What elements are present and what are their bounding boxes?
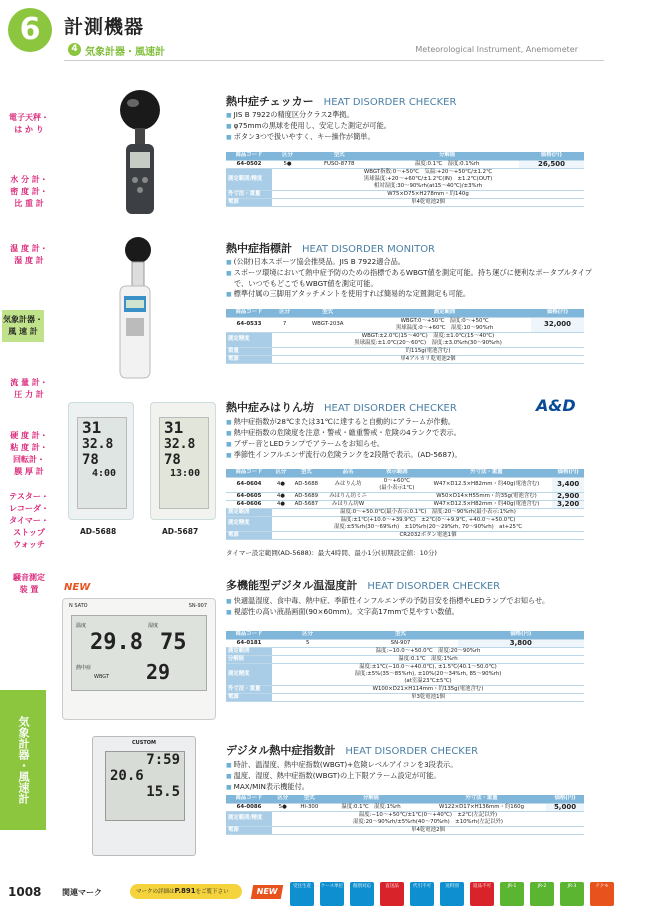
table-cell: みはりん坊W xyxy=(323,500,373,508)
table-cell: 64-0181 xyxy=(226,639,272,647)
spec-row xyxy=(226,516,584,531)
spec-row xyxy=(226,693,584,701)
table-cell: 64-0604 xyxy=(226,477,272,492)
spec-value: W75×D75×H278mm・約140g xyxy=(272,190,584,198)
new-mark-icon: NEW xyxy=(251,885,283,899)
table-cell: 5● xyxy=(272,803,293,811)
spec-row xyxy=(226,655,584,663)
table-cell: WBGT:0〜+50℃ 湿度:0〜+50℃ 黒球温度:0〜+60℃ 湿度:10〜90%rh xyxy=(358,317,531,332)
table-header-cell: 区分 xyxy=(272,469,290,477)
table-header-row xyxy=(226,631,584,639)
table-header-cell: 区分 xyxy=(272,309,297,317)
table-header-cell: 区分 xyxy=(272,152,303,160)
product-title: 熱中症みはりん坊 HEAT DISORDER CHECKER xyxy=(226,401,457,414)
side-tab-hardness[interactable]: 硬 度 計・ 粘 度 計・ 回転計・ 膜 厚 計 xyxy=(10,431,48,476)
table-cell: WBGT-203A xyxy=(297,317,358,332)
lcd-humidity: 75 xyxy=(160,630,187,655)
spec-row xyxy=(226,826,584,834)
bullet-item: ■ 快適温湿度、食中毒、熱中症、季節性インフルエンザの予防目安を指標やLEDランプでお知らせ。 xyxy=(226,596,596,607)
table-cell: 32,000 xyxy=(531,317,584,332)
mark-icon: JR-1 xyxy=(500,882,524,906)
lcd-label: 温度 xyxy=(76,623,87,629)
mark-icon: テクモ xyxy=(590,882,614,906)
lcd-value: 78 xyxy=(164,452,181,468)
side-tab-scale[interactable]: 電子天秤・ は か り xyxy=(9,113,49,134)
table-header-cell: 商品コード xyxy=(226,631,272,639)
mark-icon: 代引不可 xyxy=(410,882,434,906)
side-vertical-label: 気象計器・風速計 xyxy=(0,690,46,830)
spec-label: 測定精度 xyxy=(226,332,272,347)
bullet-item: ■ 季節性インフルエンザ流行の危険ランクを2段階で表示。(AD-5687)。 xyxy=(226,450,596,461)
bullet-item: ■ 温度、湿度、熱中症指数(WBGT)の上下限アラーム設定が可能。 xyxy=(226,771,596,782)
spec-row xyxy=(226,531,584,539)
chapter-number-badge: 6 xyxy=(8,8,52,52)
mark-icon: JR-2 xyxy=(530,882,554,906)
spec-label: 電源 xyxy=(226,355,272,363)
spec-row xyxy=(226,508,584,516)
product-bullets xyxy=(226,110,596,143)
table-header-cell: 表示範囲 xyxy=(373,469,420,477)
spec-row xyxy=(226,685,584,693)
chapter-title: 計測機器 xyxy=(64,16,145,38)
table-header-cell: 価格(円) xyxy=(546,795,584,803)
lcd-value: 31 xyxy=(164,418,184,437)
bullet-item: ■ MAX/MIN表示機能付。 xyxy=(226,782,596,793)
lcd-value: 78 xyxy=(82,452,99,468)
spec-label: 外寸法・重量 xyxy=(226,190,272,198)
table-cell: 64-0502 xyxy=(226,160,272,168)
timer-note: タイマー設定範囲(AD-5688)：最大4時間、最小1分(初期設定値：10分) xyxy=(226,549,437,557)
lcd-wbgt: 29 xyxy=(146,660,171,684)
side-tab-moisture[interactable]: 水 分 計・ 密 度 計・ 比 重 計 xyxy=(10,175,48,208)
product-image-hi300 xyxy=(92,736,196,856)
brand-logo-and: A&D xyxy=(536,396,576,415)
table-header-cell: 外寸法・重量 xyxy=(420,469,552,477)
bullet-item: ■ 熱中症指数の危険度を注意・警戒・厳重警戒・危険の4ランクで表示。 xyxy=(226,428,596,439)
table-row xyxy=(226,500,584,508)
table-cell: 64-0606 xyxy=(226,500,272,508)
product-bullets xyxy=(226,760,596,793)
product-title: 熱中症チェッカー HEAT DISORDER CHECKER xyxy=(226,95,457,108)
table-cell: 64-0533 xyxy=(226,317,272,332)
bullet-item: ■ ブザー音とLEDランプでアラームをお知らせ。 xyxy=(226,439,596,450)
page-number: 1008 xyxy=(8,885,42,899)
spec-row xyxy=(226,347,584,355)
table-header-row xyxy=(226,469,584,477)
section-title-english: Meteorological Instrument, Anemometer xyxy=(415,45,578,54)
table-cell: 5● xyxy=(272,160,303,168)
header-divider xyxy=(64,60,604,61)
spec-row xyxy=(226,663,584,685)
table-header-cell: 分解能 xyxy=(375,152,519,160)
product-image-ad5688 xyxy=(68,402,134,520)
spec-label: 測定範囲/精度 xyxy=(226,168,272,190)
table-row xyxy=(226,492,584,500)
lcd-value: 13:00 xyxy=(170,468,201,479)
table-header-cell: 商品コード xyxy=(226,795,272,803)
table-cell: W47×D12.5×H82mm・約40g(電池含む) xyxy=(420,477,552,492)
bullet-item: ■ 時計、温湿度、熱中症指数(WBGT)+危険レベルアイコンを3段表示。 xyxy=(226,760,596,771)
product-title: デジタル熱中症指数計 HEAT DISORDER CHECKER xyxy=(226,744,479,757)
product-bullets xyxy=(226,596,596,618)
table-header-cell: 区分 xyxy=(272,795,293,803)
spec-label: 電源 xyxy=(226,826,272,834)
table-header-row xyxy=(226,795,584,803)
lcd-label: WBGT xyxy=(94,674,110,680)
product-image-ad5687 xyxy=(150,402,216,520)
product-image-heat-checker xyxy=(112,88,168,216)
spec-value: 温度:0.1℃ 湿度:1%rh xyxy=(272,655,584,663)
table-cell: みはりん坊 xyxy=(323,477,373,492)
table-cell: 26,500 xyxy=(519,160,584,168)
device-brand: CUSTOM xyxy=(132,740,156,746)
table-header-cell: 型式 xyxy=(343,631,457,639)
table-cell: AD-5689 xyxy=(290,492,323,500)
table-header-cell: 測定範囲 xyxy=(358,309,531,317)
spec-value: 約115g(電池含む) xyxy=(272,347,584,355)
table-header-cell: 区分 xyxy=(272,631,343,639)
mark-icon: 直送品 xyxy=(380,882,404,906)
table-header-cell: 品名 xyxy=(323,469,373,477)
table-header-cell: 価格(円) xyxy=(552,469,584,477)
spec-label: 電源 xyxy=(226,198,272,206)
spec-table xyxy=(226,631,584,702)
lcd-value: 31 xyxy=(82,418,102,437)
table-cell xyxy=(373,492,420,500)
table-header-cell: 外寸法・重量 xyxy=(417,795,546,803)
spec-value: W100×D21×H114mm・約135g(電池含む) xyxy=(272,685,584,693)
table-cell: HI-300 xyxy=(293,803,325,811)
spec-value: 温度:−10〜+50℃/±1℃(0〜+40℃) ±2℃(左記以外) 湿度:20〜90%rh/±5%rh(40〜70%rh) ±10%rh(左記以外) xyxy=(272,811,584,826)
spec-label: 測定精度 xyxy=(226,663,272,685)
side-tab-temperature[interactable]: 温 度 計・ 湿 度 計 xyxy=(10,244,48,265)
bullet-item: ■ ボタン3つで扱いやすく、キー操作が簡単。 xyxy=(226,132,596,143)
table-header-cell: 型式 xyxy=(297,309,358,317)
table-cell: 4● xyxy=(272,492,290,500)
mark-icon: JR-3 xyxy=(560,882,584,906)
mark-icon: 受注生産 xyxy=(290,882,314,906)
table-cell: 温度:0.1℃ 湿度:0.1%rh xyxy=(375,160,519,168)
table-header-cell: 型式 xyxy=(290,469,323,477)
spec-table xyxy=(226,152,584,207)
table-cell: 3,400 xyxy=(552,477,584,492)
table-header-cell: 型式 xyxy=(303,152,375,160)
table-header-row xyxy=(226,309,584,317)
side-tab-flow[interactable]: 流 量 計・ 圧 力 計 xyxy=(10,378,48,399)
spec-value: 温度:−10.0〜+50.0℃ 湿度:20〜90%rh xyxy=(272,647,584,655)
table-row xyxy=(226,477,584,492)
new-tag: NEW xyxy=(64,582,91,593)
spec-row xyxy=(226,332,584,347)
table-cell: AD-5688 xyxy=(290,477,323,492)
table-cell: みはりん坊ミニ xyxy=(323,492,373,500)
bullet-item: ■ φ75mmの黒球を使用し、安定した測定が可能。 xyxy=(226,121,596,132)
table-header-cell: 商品コード xyxy=(226,152,272,160)
product-bullets xyxy=(226,257,596,300)
table-header-cell: 価格(円) xyxy=(519,152,584,160)
lcd-label: 熱中症 xyxy=(76,665,92,671)
lcd-temperature: 29.8 xyxy=(90,630,143,655)
spec-value: WBGT:±2.0℃(15〜40℃) 湿度:±1.0℃(15〜40℃) 黒球温度:±1.0℃(20〜60℃) 湿度:±3.0%rh(30〜90%rh) xyxy=(272,332,584,347)
table-cell xyxy=(373,500,420,508)
table-cell: 64-0086 xyxy=(226,803,272,811)
side-tab-weather-active[interactable]: 気象計器・ 風 速 計 xyxy=(2,310,44,342)
spec-row xyxy=(226,168,584,190)
table-row xyxy=(226,639,584,647)
spec-value: 単4アルカリ乾電池2個 xyxy=(272,355,584,363)
table-cell: AD-5687 xyxy=(290,500,323,508)
table-cell: 4● xyxy=(272,500,290,508)
lcd-clock: 7:59 xyxy=(146,752,180,768)
table-row xyxy=(226,803,584,811)
device-model: SN-907 xyxy=(188,603,207,609)
product-image-heat-monitor xyxy=(108,234,158,382)
spec-value: 温度:0〜+50.0℃(最小表示:0.1℃) 湿度:20〜90%rh(最小表示:1%rh) xyxy=(272,508,584,516)
spec-table xyxy=(226,469,584,540)
table-row xyxy=(226,160,584,168)
table-cell: 7 xyxy=(272,317,297,332)
bullet-item: ■ 熱中症指数が28℃または31℃に達すると自動的にアラームが作動。 xyxy=(226,417,596,428)
side-tab-noise[interactable]: 騒音測定 装 置 xyxy=(13,573,45,594)
spec-label: 分解能 xyxy=(226,655,272,663)
table-header-cell: 分解能 xyxy=(325,795,417,803)
table-header-cell: 商品コード xyxy=(226,309,272,317)
table-cell: W122×D17×H136mm・約160g xyxy=(417,803,546,811)
spec-label: 重量 xyxy=(226,347,272,355)
table-cell: 5,000 xyxy=(546,803,584,811)
side-tab-tester[interactable]: テスター・ レコーダ・ タイマー・ ストップ ウォッチ xyxy=(9,492,49,549)
table-row xyxy=(226,317,584,332)
lcd-label: 湿度 xyxy=(148,623,159,629)
mark-icon: 個別対応 xyxy=(350,882,374,906)
table-cell: 3,800 xyxy=(458,639,584,647)
spec-value: 温度:±1℃(−10.0〜+40.0℃), ±1.5℃(40.1〜50.0℃) 湿度:±5%(35〜85%rh), ±10%(20〜34%rh, 85〜90%rh) (at室温23℃±5℃) xyxy=(272,663,584,685)
product-bullets xyxy=(226,417,596,461)
table-cell: 5 xyxy=(272,639,343,647)
section-number-badge: 4 xyxy=(68,43,81,56)
spec-label: 測定範囲 xyxy=(226,647,272,655)
section-title: 気象計器・風速計 xyxy=(85,47,165,58)
table-header-cell: 型式 xyxy=(293,795,325,803)
bullet-item: ■ スポーツ環境において熱中症予防のための指標であるWBGT値を測定可能。持ち運びに便利なポータブルタイプで、いつでもどこでもWBGT値を測定可能。 xyxy=(226,268,596,289)
lcd-temperature: 20.6 xyxy=(110,768,144,784)
spec-row xyxy=(226,198,584,206)
mark-icon: 送料別 xyxy=(440,882,464,906)
related-marks-label: 関連マーク xyxy=(62,888,102,897)
table-header-cell: 商品コード xyxy=(226,469,272,477)
spec-row xyxy=(226,190,584,198)
table-header-row xyxy=(226,152,584,160)
lcd-value: 4:00 xyxy=(92,468,117,479)
table-cell: 温度:0.1℃ 湿度:1%rh xyxy=(325,803,417,811)
bullet-item: ■ (公財)日本スポーツ協会推奨品。JIS B 7922適合品。 xyxy=(226,257,596,268)
mark-icon: 返品不可 xyxy=(470,882,494,906)
product-title: 熱中症指標計 HEAT DISORDER MONITOR xyxy=(226,242,436,255)
marks-reference-pill[interactable]: マークの詳細はP.891をご覧下さい xyxy=(130,884,242,899)
spec-row xyxy=(226,811,584,826)
bullet-item: ■ 標準付属の三脚用アタッチメントを使用すれば簡易的な定置測定も可能。 xyxy=(226,289,596,300)
mark-icon: ケース単位 xyxy=(320,882,344,906)
device-brand: N SATO xyxy=(69,603,88,609)
table-cell: 4● xyxy=(272,477,290,492)
spec-label: 外寸法・重量 xyxy=(226,685,272,693)
table-header-cell: 価格(円) xyxy=(458,631,584,639)
product-image-sn907 xyxy=(62,598,216,720)
table-header-cell: 価格(円) xyxy=(531,309,584,317)
spec-row xyxy=(226,647,584,655)
bullet-item: ■ JIS B 7922の精度区分クラス2準拠。 xyxy=(226,110,596,121)
lcd-value: 32.8 xyxy=(164,437,196,452)
spec-label: 測定精度 xyxy=(226,516,272,531)
spec-value: 単4乾電池2個 xyxy=(272,198,584,206)
table-cell: 64-0605 xyxy=(226,492,272,500)
spec-label: 電源 xyxy=(226,693,272,701)
model-label: AD-5687 xyxy=(162,527,199,536)
spec-row xyxy=(226,355,584,363)
spec-table xyxy=(226,309,584,364)
table-cell: SN-907 xyxy=(343,639,457,647)
spec-value: CR2032ボタン電池1個 xyxy=(272,531,584,539)
spec-table xyxy=(226,795,584,835)
table-cell: 2,900 xyxy=(552,492,584,500)
spec-label: 測定範囲/精度 xyxy=(226,811,272,826)
spec-value: 温度:±1℃(+10.0〜+39.9℃) ±2℃(0〜+9.9℃, +40.0〜+50.0℃) 湿度:±5%rh(30〜69%rh) ±10%rh(20〜29%rh, 70〜90%rh) at+25℃ xyxy=(272,516,584,531)
product-title: 多機能型デジタル温湿度計 HEAT DISORDER CHECKER xyxy=(226,579,501,592)
spec-value: 単4乾電池2個 xyxy=(272,826,584,834)
spec-value: 単3乾電池1個 xyxy=(272,693,584,701)
lcd-wbgt: 15.5 xyxy=(146,784,180,800)
table-cell: 3,200 xyxy=(552,500,584,508)
spec-label: 測定範囲 xyxy=(226,508,272,516)
table-cell: W50×D14×H55mm・約35g(電池含む) xyxy=(420,492,552,500)
table-cell: W47×D12.5×H82mm・約40g(電池含む) xyxy=(420,500,552,508)
model-label: AD-5688 xyxy=(80,527,117,536)
lcd-value: 32.8 xyxy=(82,437,114,452)
spec-value: WBGT指数:0〜+50℃ 気温:+20〜+50℃/±1.2℃ 黒球温度:+20〜+60℃/±1.2℃(IN) ±1.2℃(OUT) 相対湿度:30〜90%rh(at15〜40℃)/±3%rh xyxy=(272,168,584,190)
bullet-item: ■ 視認性の高い液晶画面(90×60mm)。文字高17mmで見やすい数値。 xyxy=(226,607,596,618)
table-cell: FUSO-8778 xyxy=(303,160,375,168)
spec-label: 電源 xyxy=(226,531,272,539)
table-cell: 0〜+60℃ (最小表示1℃) xyxy=(373,477,420,492)
